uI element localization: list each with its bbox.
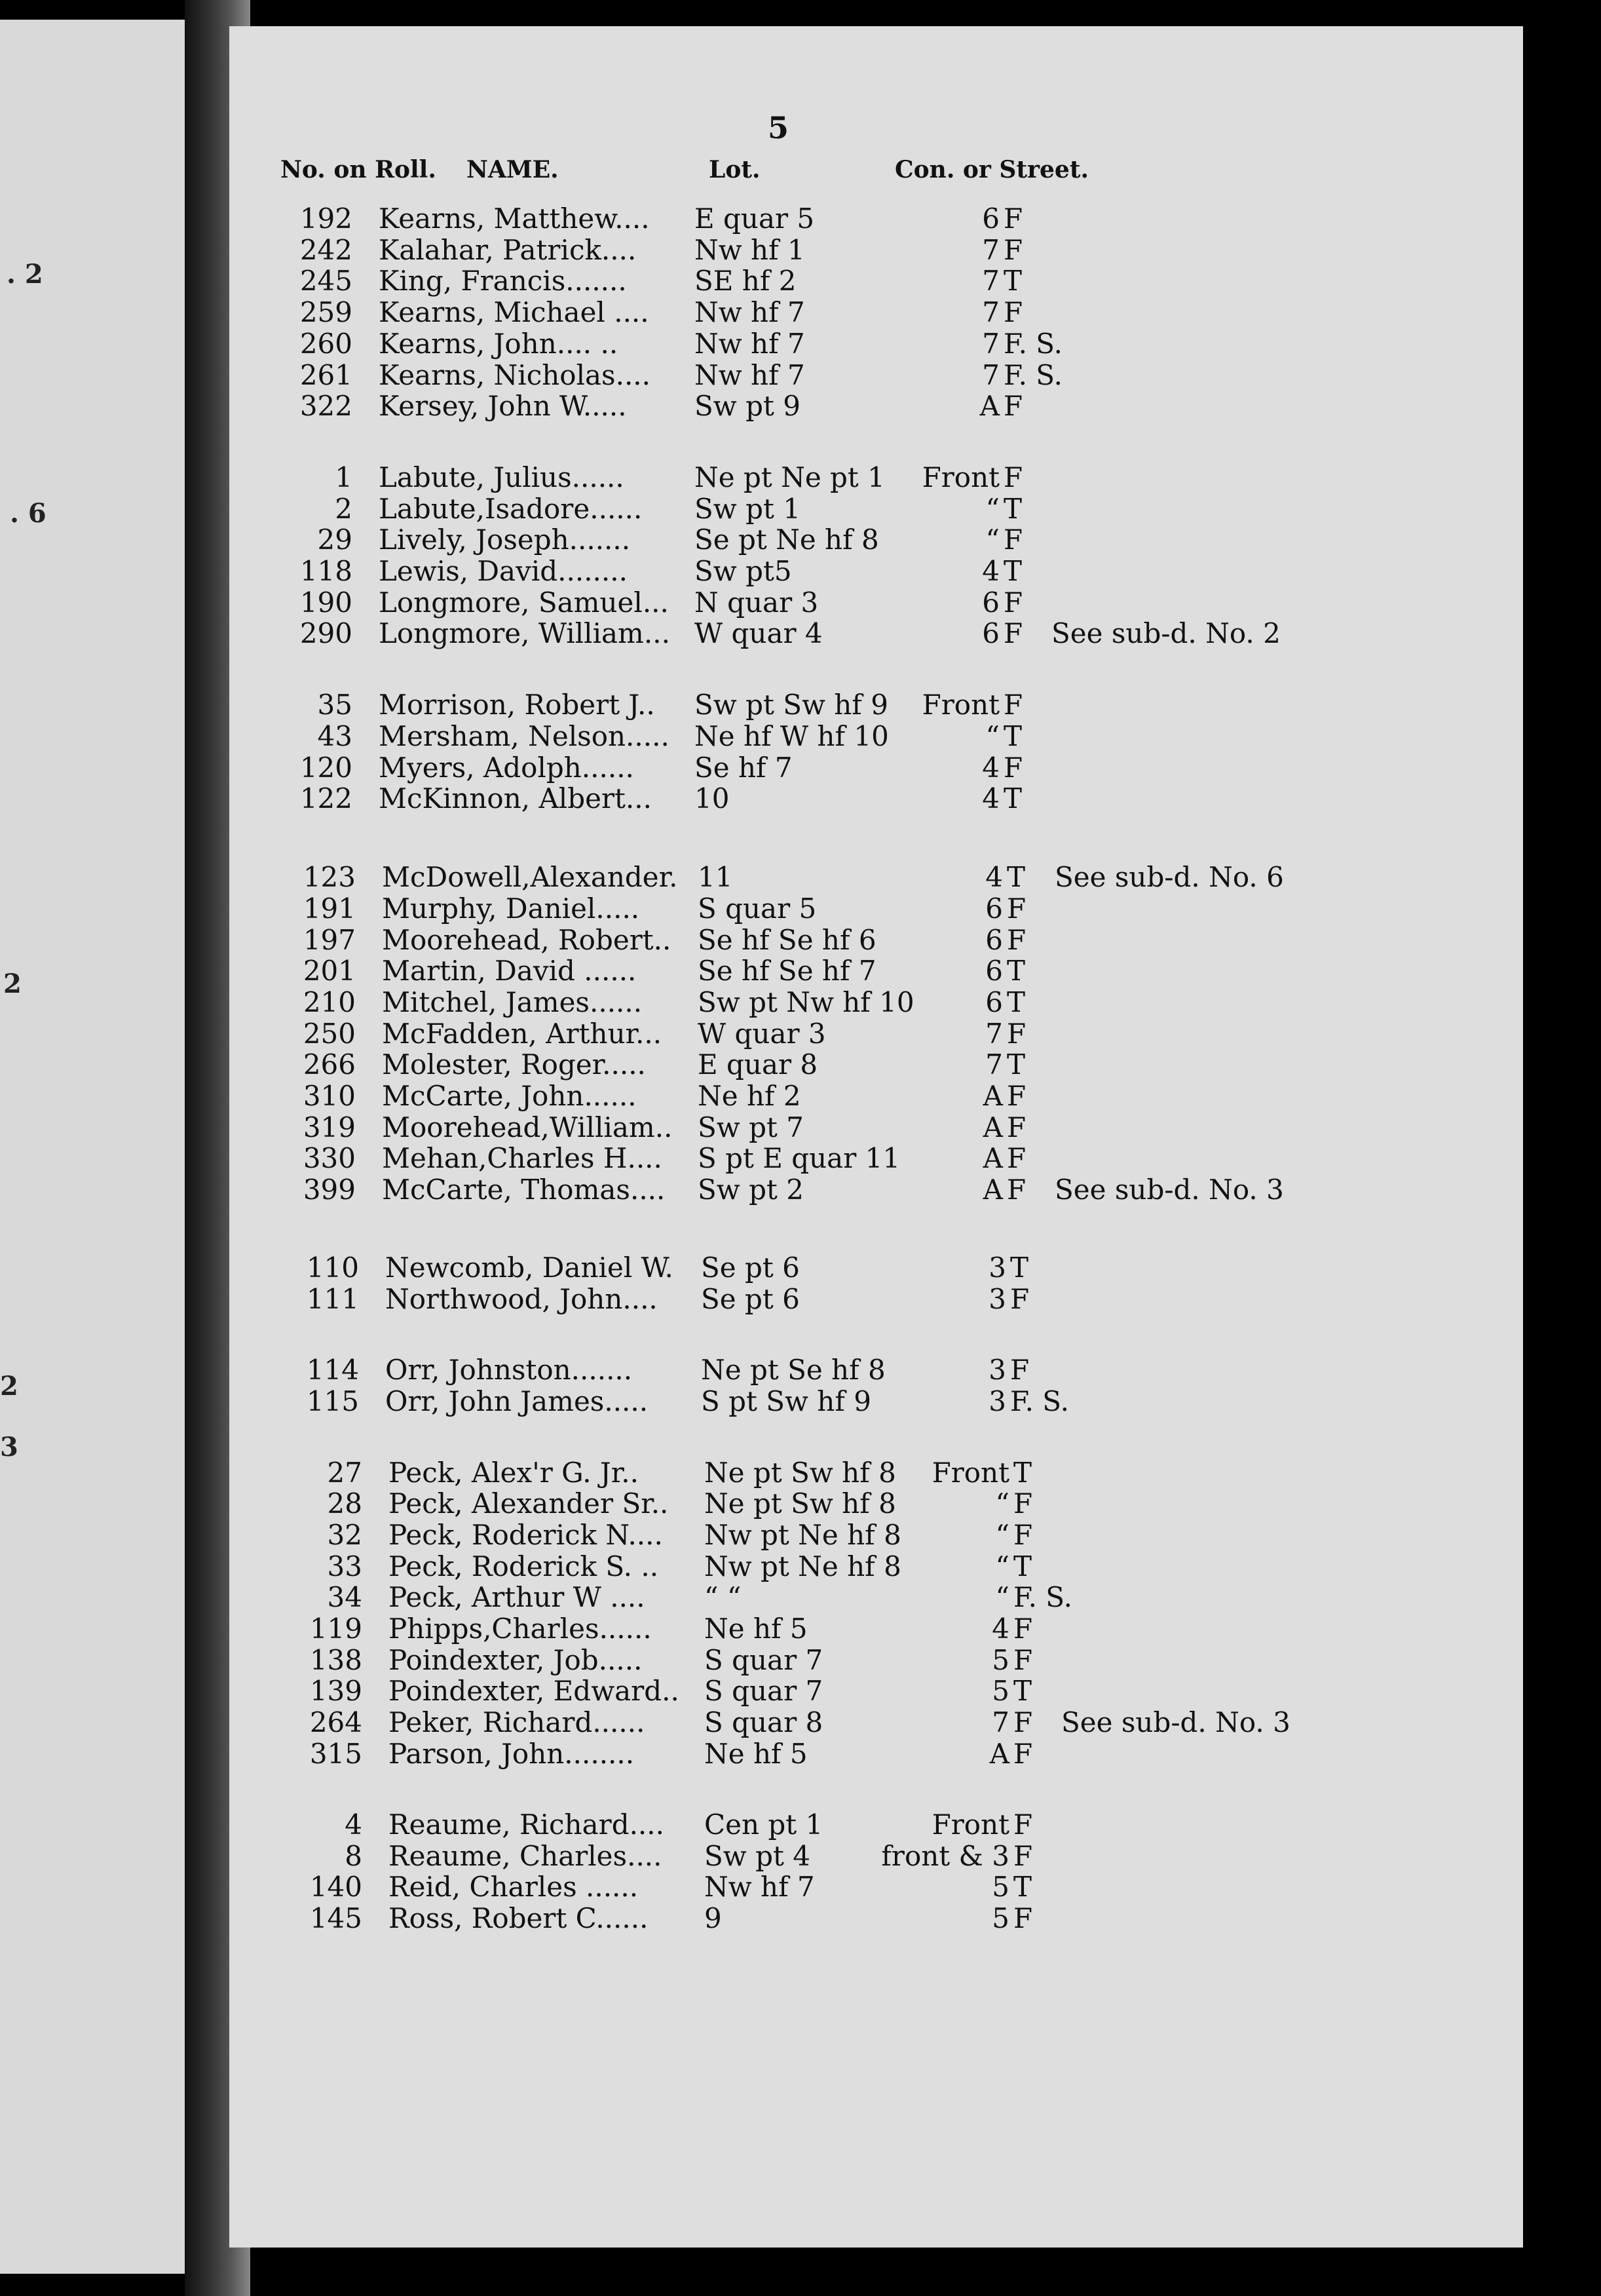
roll-number-cell: 43 (317, 720, 352, 752)
concession-cell: “ (995, 1519, 1009, 1551)
concession-cell: 7 (985, 1018, 1003, 1050)
concession-cell: A (979, 390, 1000, 422)
tenure-cell: F (1004, 461, 1023, 493)
lot-cell: S quar 7 (704, 1644, 823, 1676)
lot-cell: S quar 8 (704, 1706, 823, 1738)
concession-cell: 3 (989, 1354, 1006, 1386)
roll-number-cell: 330 (303, 1142, 356, 1174)
name-cell: Kearns, Nicholas.... (379, 359, 650, 391)
name-cell: Kersey, John W..... (379, 390, 627, 422)
name-cell: Kearns, Matthew.... (379, 202, 650, 235)
tenure-cell: T (1004, 555, 1023, 587)
lot-cell: W quar 4 (694, 617, 823, 649)
roll-number-cell: 2 (335, 493, 352, 525)
tenure-cell: F. S. (1010, 1385, 1069, 1417)
tenure-cell: F (1013, 1487, 1033, 1520)
page-number: 5 (768, 110, 789, 145)
tenure-cell: T (1007, 955, 1026, 987)
roll-number-cell: 120 (299, 752, 352, 784)
concession-cell: 4 (982, 782, 1000, 814)
name-cell: Orr, John James..... (385, 1385, 649, 1417)
roll-number-cell: 245 (299, 265, 352, 297)
tenure-cell: F (1013, 1840, 1033, 1872)
roll-number-cell: 118 (299, 555, 352, 587)
lot-cell: S quar 7 (704, 1675, 823, 1707)
tenure-cell: F (1007, 1142, 1027, 1174)
tenure-cell: F. S. (1004, 359, 1063, 391)
roll-number-cell: 264 (309, 1706, 362, 1738)
note-cell: See sub-d. No. 3 (1055, 1174, 1284, 1206)
tenure-cell: T (1004, 720, 1023, 752)
roll-number-cell: 110 (306, 1252, 359, 1284)
lot-cell: E quar 8 (698, 1048, 818, 1081)
tenure-cell: F. S. (1013, 1581, 1072, 1613)
concession-cell: 5 (992, 1675, 1009, 1707)
name-cell: Newcomb, Daniel W. (385, 1252, 673, 1284)
roll-number-cell: 201 (303, 955, 356, 987)
concession-cell: 5 (992, 1902, 1009, 1934)
name-cell: McFadden, Arthur... (382, 1018, 662, 1050)
lot-cell: Se hf Se hf 6 (698, 924, 876, 956)
tenure-cell: T (1010, 1252, 1029, 1284)
tenure-cell: F (1007, 1080, 1027, 1112)
concession-cell: A (989, 1738, 1009, 1770)
tenure-cell: T (1013, 1871, 1032, 1903)
header-lot: Lot. (709, 156, 761, 183)
tenure-cell: F (1013, 1706, 1033, 1738)
tenure-cell: T (1013, 1457, 1032, 1489)
lot-cell: Ne pt Sw hf 8 (704, 1457, 896, 1489)
roll-number-cell: 242 (299, 234, 352, 266)
name-cell: Reid, Charles ...... (388, 1871, 639, 1903)
roll-number-cell: 191 (303, 892, 356, 925)
roll-number-cell: 33 (327, 1550, 362, 1582)
tenure-cell: F (1013, 1902, 1033, 1934)
tenure-cell: F (1013, 1808, 1033, 1841)
roll-number-cell: 115 (306, 1385, 359, 1417)
note-cell: See sub-d. No. 6 (1055, 861, 1284, 893)
tenure-cell: T (1004, 265, 1023, 297)
lot-cell: Nw hf 7 (694, 328, 805, 360)
concession-cell: Front (922, 461, 1000, 493)
concession-cell: 3 (989, 1252, 1006, 1284)
lot-cell: N quar 3 (694, 586, 819, 619)
roll-number-cell: 322 (299, 390, 352, 422)
lot-cell: Sw pt 7 (698, 1111, 804, 1143)
roll-number-cell: 190 (299, 586, 352, 619)
roll-number-cell: 119 (309, 1613, 362, 1645)
name-cell: Peck, Alex'r G. Jr.. (388, 1457, 639, 1489)
tenure-cell: F (1004, 617, 1023, 649)
lot-cell: Ne hf 2 (698, 1080, 801, 1112)
tenure-cell: T (1004, 782, 1023, 814)
tenure-cell: F (1004, 524, 1023, 556)
header-con-street: Con. or Street. (895, 156, 1089, 183)
roll-number-cell: 319 (303, 1111, 356, 1143)
tenure-cell: F (1007, 892, 1027, 925)
concession-cell: “ (995, 1487, 1009, 1520)
tenure-cell: T (1004, 493, 1023, 525)
name-cell: Moorehead, Robert.. (382, 924, 671, 956)
name-cell: Phipps,Charles...... (388, 1613, 652, 1645)
name-cell: Peck, Alexander Sr.. (388, 1487, 669, 1520)
concession-cell: “ (995, 1581, 1009, 1613)
concession-cell: 7 (982, 265, 1000, 297)
concession-cell: 4 (982, 555, 1000, 587)
lot-cell: “ “ (704, 1581, 742, 1613)
name-cell: McCarte, John...... (382, 1080, 637, 1112)
roll-number-cell: 28 (327, 1487, 362, 1520)
name-cell: Orr, Johnston....... (385, 1354, 633, 1386)
roll-number-cell: 1 (335, 461, 352, 493)
tenure-cell: F (1004, 296, 1023, 328)
lot-cell: Nw pt Ne hf 8 (704, 1519, 901, 1551)
name-cell: Molester, Roger..... (382, 1048, 646, 1081)
tenure-cell: F (1007, 1174, 1027, 1206)
lot-cell: Cen pt 1 (704, 1808, 823, 1841)
lot-cell: Nw pt Ne hf 8 (704, 1550, 901, 1582)
concession-cell: A (983, 1080, 1003, 1112)
lot-cell: Nw hf 1 (694, 234, 805, 266)
lot-cell: Ne hf 5 (704, 1738, 808, 1770)
name-cell: Kearns, Michael .... (379, 296, 649, 328)
tenure-cell: T (1013, 1550, 1032, 1582)
lot-cell: Sw pt 9 (694, 390, 800, 422)
name-cell: King, Francis....... (379, 265, 627, 297)
name-cell: Mersham, Nelson..... (379, 720, 669, 752)
concession-cell: 4 (982, 752, 1000, 784)
left-margin-number: . 6 (10, 498, 47, 529)
lot-cell: S pt Sw hf 9 (701, 1385, 871, 1417)
lot-cell: Ne pt Ne pt 1 (694, 461, 885, 493)
lot-cell: 11 (698, 861, 733, 893)
lot-cell: Sw pt 1 (694, 493, 800, 525)
concession-cell: 6 (982, 586, 1000, 619)
name-cell: Murphy, Daniel..... (382, 892, 640, 925)
roll-number-cell: 35 (317, 689, 352, 721)
tenure-cell: F (1007, 1018, 1027, 1050)
lot-cell: Se pt Ne hf 8 (694, 524, 879, 556)
roll-number-cell: 197 (303, 924, 356, 956)
roll-number-cell: 123 (303, 861, 356, 893)
roll-number-cell: 250 (303, 1018, 356, 1050)
roll-number-cell: 290 (299, 617, 352, 649)
tenure-cell: F (1013, 1644, 1033, 1676)
name-cell: Reaume, Charles.... (388, 1840, 662, 1872)
tenure-cell: F. S. (1004, 328, 1063, 360)
lot-cell: Sw pt Nw hf 10 (698, 986, 914, 1018)
lot-cell: Se hf 7 (694, 752, 793, 784)
note-cell: See sub-d. No. 3 (1061, 1706, 1290, 1738)
roll-number-cell: 138 (309, 1644, 362, 1676)
name-cell: Martin, David ...... (382, 955, 637, 987)
tenure-cell: F (1004, 202, 1023, 235)
concession-cell: 6 (985, 924, 1003, 956)
concession-cell: 6 (985, 955, 1003, 987)
name-cell: Labute, Julius...... (379, 461, 624, 493)
name-cell: Parson, John........ (388, 1738, 635, 1770)
left-margin-number: . 2 (7, 259, 43, 290)
name-cell: Lively, Joseph....... (379, 524, 631, 556)
roll-number-cell: 210 (303, 986, 356, 1018)
concession-cell: “ (985, 493, 1000, 525)
roll-number-cell: 122 (299, 782, 352, 814)
roll-number-cell: 259 (299, 296, 352, 328)
lot-cell: Se pt 6 (701, 1252, 800, 1284)
name-cell: Reaume, Richard.... (388, 1808, 664, 1841)
left-margin-number: 2 (0, 1371, 18, 1402)
concession-cell: 6 (982, 617, 1000, 649)
roll-number-cell: 261 (299, 359, 352, 391)
left-margin-number: 2 (3, 968, 22, 999)
lot-cell: Sw pt 2 (698, 1174, 804, 1206)
concession-cell: 4 (992, 1613, 1009, 1645)
roll-number-cell: 139 (309, 1675, 362, 1707)
roll-number-cell: 192 (299, 202, 352, 235)
lot-cell: 10 (694, 782, 730, 814)
roll-number-cell: 34 (327, 1581, 362, 1613)
name-cell: Peck, Roderick S. .. (388, 1550, 659, 1582)
lot-cell: 9 (704, 1902, 722, 1934)
tenure-cell: F (1013, 1519, 1033, 1551)
name-cell: Peck, Roderick N.... (388, 1519, 663, 1551)
tenure-cell: T (1013, 1675, 1032, 1707)
name-cell: Labute,Isadore...... (379, 493, 643, 525)
name-cell: Longmore, William... (379, 617, 670, 649)
lot-cell: Se hf Se hf 7 (698, 955, 876, 987)
lot-cell: Ne hf 5 (704, 1613, 808, 1645)
name-cell: Ross, Robert C...... (388, 1902, 649, 1934)
tenure-cell: T (1007, 861, 1026, 893)
roll-number-cell: 266 (303, 1048, 356, 1081)
note-cell: See sub-d. No. 2 (1051, 617, 1281, 649)
tenure-cell: F (1007, 924, 1027, 956)
name-cell: Myers, Adolph...... (379, 752, 634, 784)
tenure-cell: T (1007, 1048, 1026, 1081)
tenure-cell: F (1013, 1738, 1033, 1770)
lot-cell: S quar 5 (698, 892, 817, 925)
roll-number-cell: 260 (299, 328, 352, 360)
lot-cell: Nw hf 7 (704, 1871, 815, 1903)
name-cell: Peker, Richard...... (388, 1706, 645, 1738)
lot-cell: Nw hf 7 (694, 296, 805, 328)
concession-cell: 5 (992, 1871, 1009, 1903)
concession-cell: 7 (982, 359, 1000, 391)
concession-cell: A (983, 1174, 1003, 1206)
roll-number-cell: 8 (345, 1840, 362, 1872)
concession-cell: 3 (989, 1385, 1006, 1417)
name-cell: Moorehead,William.. (382, 1111, 673, 1143)
lot-cell: Ne pt Se hf 8 (701, 1354, 886, 1386)
tenure-cell: F (1004, 234, 1023, 266)
roll-number-cell: 27 (327, 1457, 362, 1489)
lot-cell: Se pt 6 (701, 1283, 800, 1315)
tenure-cell: F (1004, 586, 1023, 619)
lot-cell: E quar 5 (694, 202, 815, 235)
roll-number-cell: 111 (306, 1283, 359, 1315)
roll-number-cell: 310 (303, 1080, 356, 1112)
lot-cell: Ne hf W hf 10 (694, 720, 889, 752)
tenure-cell: F (1010, 1354, 1030, 1386)
concession-cell: “ (985, 524, 1000, 556)
roll-number-cell: 32 (327, 1519, 362, 1551)
header-name: NAME. (466, 156, 559, 183)
concession-cell: 6 (982, 202, 1000, 235)
tenure-cell: F (1007, 1111, 1027, 1143)
concession-cell: 5 (992, 1644, 1009, 1676)
lot-cell: Ne pt Sw hf 8 (704, 1487, 896, 1520)
left-margin-number: 3 (0, 1432, 18, 1463)
name-cell: Kearns, John.... .. (379, 328, 618, 360)
concession-cell: 6 (985, 986, 1003, 1018)
name-cell: McKinnon, Albert... (379, 782, 652, 814)
header-roll: No. on Roll. (280, 156, 436, 183)
lot-cell: SE hf 2 (694, 265, 797, 297)
concession-cell: 7 (982, 296, 1000, 328)
name-cell: Morrison, Robert J.. (379, 689, 655, 721)
roll-number-cell: 399 (303, 1174, 356, 1206)
concession-cell: 7 (982, 234, 1000, 266)
concession-cell: Front (932, 1457, 1009, 1489)
name-cell: Peck, Arthur W .... (388, 1581, 645, 1613)
concession-cell: 4 (985, 861, 1003, 893)
lot-cell: Sw pt 4 (704, 1840, 810, 1872)
tenure-cell: F (1004, 390, 1023, 422)
name-cell: McDowell,Alexander. (382, 861, 678, 893)
lot-cell: Sw pt Sw hf 9 (694, 689, 888, 721)
roll-number-cell: 4 (345, 1808, 362, 1841)
concession-cell: 7 (992, 1706, 1009, 1738)
left-page-fragment (0, 20, 185, 2274)
name-cell: Poindexter, Job..... (388, 1644, 643, 1676)
concession-cell: front & 3 (881, 1840, 1009, 1872)
name-cell: Poindexter, Edward.. (388, 1675, 679, 1707)
tenure-cell: F (1013, 1613, 1033, 1645)
name-cell: Mehan,Charles H.... (382, 1142, 662, 1174)
concession-cell: A (983, 1111, 1003, 1143)
name-cell: McCarte, Thomas.... (382, 1174, 666, 1206)
concession-cell: 7 (985, 1048, 1003, 1081)
tenure-cell: T (1007, 986, 1026, 1018)
lot-cell: W quar 3 (698, 1018, 826, 1050)
name-cell: Longmore, Samuel... (379, 586, 669, 619)
tenure-cell: F (1010, 1283, 1030, 1315)
roll-number-cell: 114 (306, 1354, 359, 1386)
tenure-cell: F (1004, 752, 1023, 784)
name-cell: Lewis, David........ (379, 555, 628, 587)
roll-number-cell: 315 (309, 1738, 362, 1770)
lot-cell: S pt E quar 11 (698, 1142, 901, 1174)
name-cell: Mitchel, James...... (382, 986, 643, 1018)
concession-cell: 7 (982, 328, 1000, 360)
concession-cell: Front (932, 1808, 1009, 1841)
lot-cell: Sw pt5 (694, 555, 792, 587)
concession-cell: A (983, 1142, 1003, 1174)
roll-number-cell: 145 (309, 1902, 362, 1934)
concession-cell: Front (922, 689, 1000, 721)
roll-number-cell: 29 (317, 524, 352, 556)
concession-cell: 6 (985, 892, 1003, 925)
tenure-cell: F (1004, 689, 1023, 721)
concession-cell: “ (985, 720, 1000, 752)
name-cell: Kalahar, Patrick.... (379, 234, 637, 266)
concession-cell: 3 (989, 1283, 1006, 1315)
lot-cell: Nw hf 7 (694, 359, 805, 391)
concession-cell: “ (995, 1550, 1009, 1582)
roll-number-cell: 140 (309, 1871, 362, 1903)
name-cell: Northwood, John.... (385, 1283, 658, 1315)
